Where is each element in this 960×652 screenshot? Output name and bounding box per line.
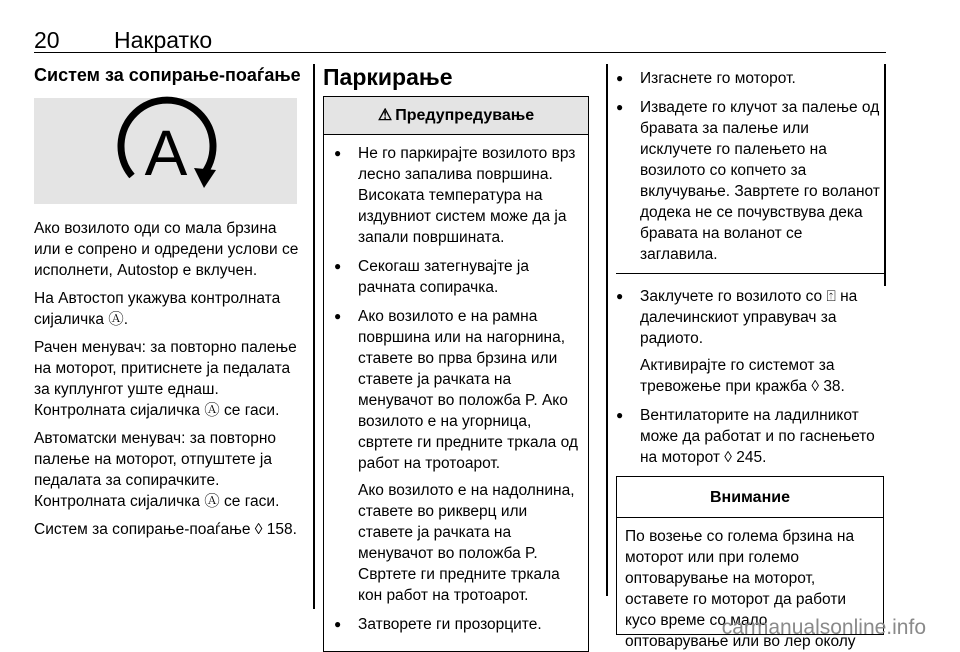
list-item: ● Ако возилото е на рамна површина или на нагорнина, ставете во прва брзина или ставете ја рачката на менувачот во положба P. Ако возилото е на угорница, свртете ги предните тркала од работ на тротоарот. Ако возилото е на надолнина, ставете во рикверц или ставете ја рачката на менувачот во положба P. Свртете ги предните тркала кон работ на тротоарот. [334,306,580,606]
warning-continued [616,64,884,274]
warning-header [324,97,588,135]
warning-title: Предупредување [395,107,535,124]
column-divider [606,64,608,596]
caution-box [616,476,884,650]
paragraph: Рачен менувач: за повторно палење на моторот, притиснете ја педалата за куплунгот уште еднаш. Контролната сијаличка Ⓐ се гаси. [34,339,297,419]
list-item: ● Не го паркирајте возилото врз лесно запалива површина. Високата температура на издувниот систем може да ја запали површината. [334,143,580,248]
autostop-symbol-icon [34,98,297,204]
list-item: ● Заклучете го возилото со ⍐ на далечинскиот управувач за радиото. Активирајте го системот за тревожење при кражба ◊ 38. [616,286,884,397]
page-number: 20 [34,27,60,53]
column-divider [313,64,315,609]
paragraph: Автоматски менувач: за повторно палење на моторот, отпуштете ја педалата за сопирачките. Контролната сијаличка Ⓐ се гаси. [34,430,280,510]
watermark: carmanualsonline.info [721,616,926,639]
stop-start-heading: Систем за сопирање-поаѓање [34,65,301,85]
autostop-figure [34,98,297,204]
list-item: ● Затворете ги прозорците. [334,614,580,635]
parking-section [323,64,593,652]
list-item: ● Изгаснете го моторот. [616,68,884,89]
header-rule [34,52,886,53]
list-item: ● Секогаш затегнувајте ја рачната сопирачка. [334,256,580,298]
paragraph: На Автостоп укажува контролната сијаличка Ⓐ. [34,290,281,328]
stop-start-section [34,64,302,547]
warning-box [323,96,589,652]
autostop-letter: A [144,117,188,189]
parking-heading: Паркирање [323,64,453,90]
warning-body [324,135,588,651]
parking-continued [616,64,884,650]
parking-steps [616,274,884,468]
caution-title: Внимание [617,477,883,518]
caution-text: По возење со голема брзина на моторот или при големо оптоварување на моторот, оставете го моторот да работи кусо време со мало оптоварување или во лер околу [625,528,856,650]
warning-triangle-icon: ⚠ [377,107,393,124]
box-border-right [884,64,886,286]
page-title: Накратко [114,27,213,53]
cross-reference: Систем за сопирање-поаѓање ◊ 158. [34,521,297,538]
list-item: ● Извадете го клучот за палење од бравата за палење или исклучете го палењето на возилото со копчето за вклучување. Завртете го воланот додека не се почувствува дека бравата на воланот се заглавила. [616,97,884,265]
list-item: ● Вентилаторите на ладилникот може да работат и по гаснењето на моторот ◊ 245. [616,405,884,468]
paragraph: Ако возилото оди со мала брзина или е сопрено и одредени услови се исполнети, Autostop е вклучен. [34,220,299,279]
